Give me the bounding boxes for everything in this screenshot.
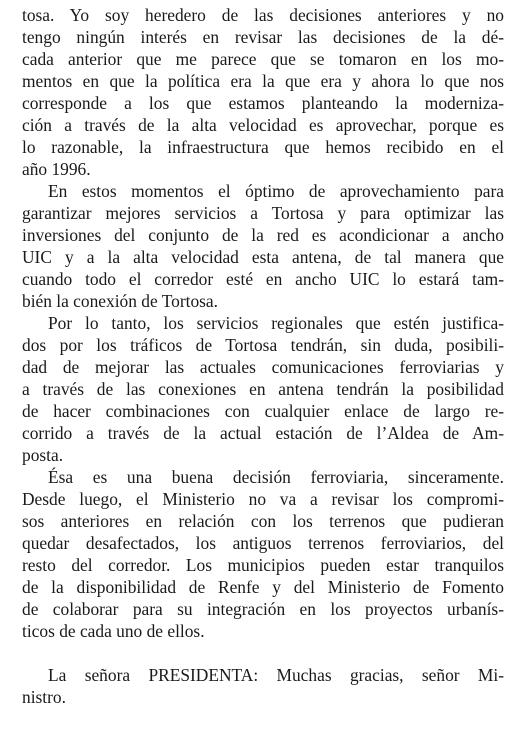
text-line: Ésa es una buena decisión ferroviaria, sinceramente.: [48, 467, 504, 487]
text-line: tengo ningún interés en revisar las decisiones de la dé-: [22, 27, 504, 47]
text-line: nistro.: [22, 687, 66, 707]
text-line: de la disponibilidad de Renfe y del Ministerio de Fomento: [22, 577, 504, 597]
text-line: año 1996.: [22, 159, 91, 179]
text-line: a través de las conexiones en antena tendrán la posibilidad: [22, 379, 504, 399]
text-line: tosa. Yo soy heredero de las decisiones anteriores y no: [22, 5, 504, 25]
text-line: sos anteriores en relación con los terrenos que pudieran: [22, 511, 504, 531]
text-line: UIC y a la alta velocidad esta antena, de tal manera que: [22, 247, 504, 267]
document-page: [22, 4, 504, 708]
text-line: La señora PRESIDENTA: Muchas gracias, señor Mi-: [48, 665, 504, 685]
text-line: cuando todo el corredor esté en ancho UIC lo estará tam-: [22, 269, 504, 289]
text-line: bién la conexión de Tortosa.: [22, 291, 218, 311]
text-line: En estos momentos el óptimo de aprovechamiento para: [48, 181, 504, 201]
paragraph-1: [22, 4, 504, 180]
text-line: posta.: [22, 445, 64, 465]
closing-paragraph: [22, 664, 504, 708]
paragraph-2: [22, 180, 504, 312]
text-line: garantizar mejores servicios a Tortosa y para optimizar las: [22, 203, 504, 223]
text-line: mentos en que la política era la que era y ahora lo que nos: [22, 71, 504, 91]
text-line: quedar desafectados, los antiguos terrenos ferroviarios, del: [22, 533, 504, 553]
text-line: ticos de cada uno de ellos.: [22, 621, 205, 641]
text-line: lo razonable, la infraestructura que hemos recibido en el: [22, 137, 504, 157]
text-line: corrido a través de la actual estación de l’Aldea de Am-: [22, 423, 504, 443]
text-line: Por lo tanto, los servicios regionales que estén justifica-: [48, 313, 504, 333]
text-line: resto del corredor. Los municipios pueden estar tranquilos: [22, 555, 504, 575]
text-line: cada anterior que me parece que se tomaron en los mo-: [22, 49, 504, 69]
text-line: dad de mejorar las actuales comunicaciones ferroviarias y: [22, 357, 504, 377]
paragraph-spacer: [22, 642, 504, 664]
text-line: corresponde a los que estamos planteando la moderniza-: [22, 93, 504, 113]
text-line: ción a través de la alta velocidad es aprovechar, porque es: [22, 115, 504, 135]
text-line: Desde luego, el Ministerio no va a revisar los compromi-: [22, 489, 504, 509]
text-line: inversiones del conjunto de la red es acondicionar a ancho: [22, 225, 504, 245]
text-line: de hacer combinaciones con cualquier enlace de largo re-: [22, 401, 504, 421]
text-line: dos por los tráficos de Tortosa tendrán, sin duda, posibili-: [22, 335, 504, 355]
text-line: de colaborar para su integración en los proyectos urbanís-: [22, 599, 504, 619]
paragraph-3: [22, 312, 504, 466]
paragraph-4: [22, 466, 504, 642]
